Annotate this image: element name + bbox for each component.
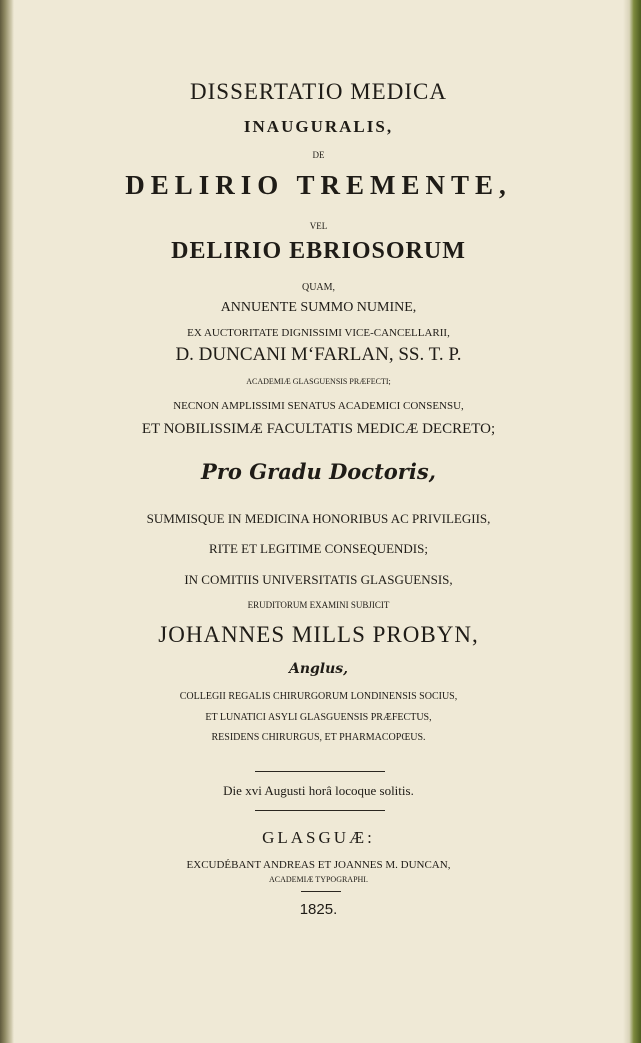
title-alt-topic: DELIRIO EBRIOSORUM (171, 238, 466, 264)
author-nationality: Anglus, (288, 661, 349, 677)
title-topic: DELIRIO TREMENTE, (125, 170, 512, 200)
author-credential-1: COLLEGII REGALIS CHIRURGORUM LONDINENSIS SOCIUS, (179, 691, 458, 702)
imprint-place: GLASGUÆ: (262, 828, 375, 847)
divider-rule-1 (255, 771, 385, 772)
book-edge-right (623, 0, 641, 1043)
title-de: DE (312, 150, 325, 160)
author-credential-2: ET LUNATICI ASYLI GLASGUENSIS PRÆFECTUS, (205, 712, 432, 723)
imprint-title: ACADEMIÆ TYPOGRAPHI. (269, 875, 368, 884)
text-honoribus: SUMMISQUE IN MEDICINA HONORIBUS AC PRIVILEGIIS, (146, 511, 491, 526)
title-main: DISSERTATIO MEDICA (190, 79, 447, 104)
divider-rule-3 (301, 891, 341, 892)
text-facultatis: ET NOBILISSIMÆ FACULTATIS MEDICÆ DECRETO; (141, 421, 496, 437)
imprint-printers: EXCUDÉBANT ANDREAS ET JOANNES M. DUNCAN, (186, 859, 451, 871)
title-vel: VEL (309, 221, 328, 231)
text-eruditorum: ERUDITORUM EXAMINI SUBJICIT (247, 600, 390, 610)
text-quam: QUAM, (301, 282, 336, 293)
author-credential-3: RESIDENS CHIRURGUS, ET PHARMACOPŒUS. (211, 732, 426, 743)
text-date: Die xvi Augusti horâ locoque solitis. (223, 783, 414, 798)
text-auctoritate: EX AUCTORITATE DIGNISSIMI VICE-CANCELLARII, (187, 327, 450, 339)
book-spine-left (0, 0, 14, 1043)
text-comitiis: IN COMITIIS UNIVERSITATIS GLASGUENSIS, (184, 572, 453, 587)
divider-rule-2 (255, 810, 385, 811)
text-pro-gradu: Pro Gradu Doctoris, (201, 459, 436, 484)
author-name: JOHANNES MILLS PROBYN, (158, 622, 479, 647)
text-vice-chancellor: D. DUNCANI M‘FARLAN, SS. T. P. (175, 344, 462, 365)
text-senatus: NECNON AMPLISSIMI SENATUS ACADEMICI CONSENSU, (173, 400, 464, 412)
text-consequendis: RITE ET LEGITIME CONSEQUENDIS; (209, 541, 428, 556)
text-annuente: ANNUENTE SUMMO NUMINE, (220, 300, 417, 315)
text-praefecti: ACADEMIÆ GLASGUENSIS PRÆFECTI; (246, 377, 391, 386)
imprint-year: 1825. (299, 901, 338, 918)
title-subtitle: INAUGURALIS, (243, 117, 394, 136)
